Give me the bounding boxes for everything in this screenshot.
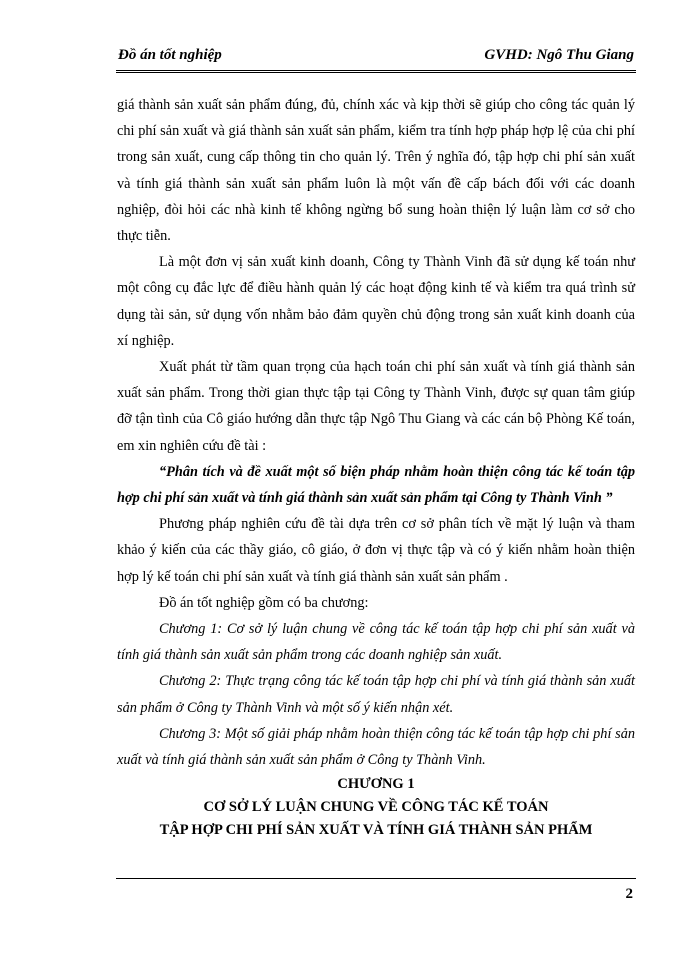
chapter-heading: [117, 773, 635, 842]
footer-divider: [116, 878, 636, 879]
chapter-summary-1: Chương 1: Cơ sở lý luận chung về công tác kế toán tập hợp chi phí sản xuất và tính giá thành sản xuất sản phẩm trong các doanh nghiệp sản xuất.: [117, 621, 635, 664]
paragraph-structure: Đồ án tốt nghiệp gồm có ba chương:: [159, 594, 369, 611]
paragraph-continuation: giá thành sản xuất sản phẩm đúng, đủ, chính xác và kịp thời sẽ giúp cho công tác quản lý chi phí sản xuất và giá thành sản xuất sản phẩm, kiểm tra tính hợp pháp hợp lệ của chi phí trong sản xuất, cung cấp thông tin cho quản lý. Trên ý nghĩa đó, tập hợp chi phí sản xuất và tính giá thành sản xuất sản phẩm luôn là một vấn đề cấp bách đối với các doanh nghiệp, đòi hỏi các nhà kinh tế không ngừng bổ sung hoàn thiện lý luận làm cơ sở cho thực tiễn.: [117, 97, 635, 245]
document-body: [117, 92, 635, 842]
chapter-summary-3: Chương 3: Một số giải pháp nhằm hoàn thiện công tác kế toán tập hợp chi phí sản xuất và tính giá thành sản xuất sản phẩm ở Công ty Thành Vinh.: [117, 725, 635, 769]
paragraph-topic-origin: Xuất phát từ tầm quan trọng của hạch toán chi phí sản xuất và tính giá thành sản xuất sản phẩm. Trong thời gian thực tập tại Công ty Thành Vinh, được sự quan tâm giúp đỡ tận tình của Cô giáo hướng dẫn thực tập Ngô Thu Giang và các cán bộ Phòng Kế toán, em xin nghiên cứu đề tài :: [117, 359, 635, 454]
paragraph-method: Phương pháp nghiên cứu đề tài dựa trên cơ sở phân tích về mặt lý luận và tham khảo ý kiến của các thầy giáo, cô giáo, ở đơn vị thực tập và có ý kiến nhằm hoàn thiện hợp lý kế toán chi phí sản xuất và tính giá thành sản xuất sản phẩm .: [117, 516, 635, 585]
paragraph-company-intro: Là một đơn vị sản xuất kinh doanh, Công ty Thành Vinh đã sử dụng kế toán như một công cụ đắc lực để điều hành quản lý các hoạt động kinh tế và kiểm tra quá trình sử dụng tài sản, sử dụng vốn nhằm bảo đảm quyền chủ động trong sản xuất kinh doanh của xí nghiệp.: [117, 254, 635, 349]
page-number: 2: [625, 886, 633, 902]
chapter-title-line-2: TẬP HỢP CHI PHÍ SẢN XUẤT VÀ TÍNH GIÁ THÀNH SẢN PHẨM: [159, 822, 593, 839]
header-supervisor: GVHD: Ngô Thu Giang: [484, 47, 634, 63]
header-document-type: Đồ án tốt nghiệp: [118, 47, 222, 63]
thesis-topic-title: “Phân tích và đề xuất một số biện pháp nhằm hoàn thiện công tác kế toán tập hợp chi phí sản xuất và tính giá thành sản xuất sản phẩm tại Công ty Thành Vinh ”: [117, 463, 635, 507]
chapter-summary-2: Chương 2: Thực trạng công tác kế toán tập hợp chi phí và tính giá thành sản xuất sản phẩm ở Công ty Thành Vinh và một số ý kiến nhận xét.: [117, 673, 635, 716]
chapter-title-line-1: CƠ SỞ LÝ LUẬN CHUNG VỀ CÔNG TÁC KẾ TOÁN: [203, 799, 549, 816]
chapter-number: CHƯƠNG 1: [337, 776, 415, 793]
page-header: [116, 44, 636, 73]
